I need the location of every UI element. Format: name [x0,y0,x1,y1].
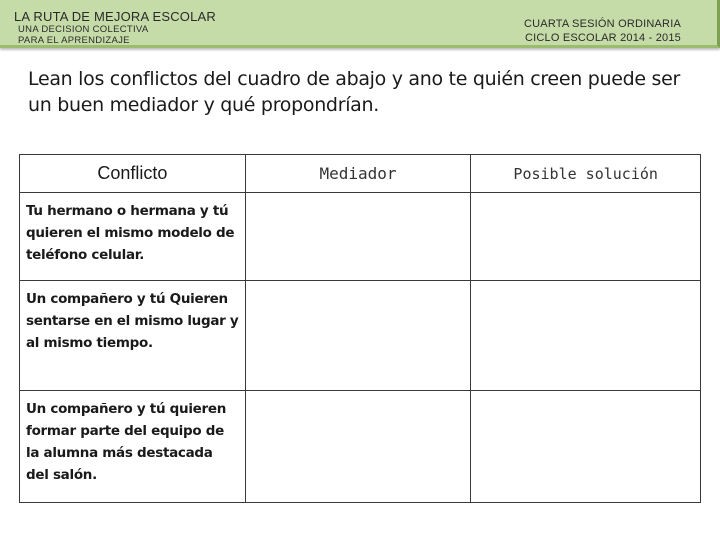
header-subtitle-line2: PARA EL APRENDIZAJE [18,35,130,46]
mediator-cell[interactable] [245,193,471,281]
solution-cell[interactable] [471,391,701,503]
header-cycle: CICLO ESCOLAR 2014 - 2015 [524,32,681,44]
header-mediator: Mediador [245,155,471,193]
mediator-cell[interactable] [245,391,471,503]
solution-cell[interactable] [471,193,701,281]
table-header-row [20,155,701,193]
table-row [20,193,701,281]
instructions-text: Lean los conflictos del cuadro de abajo y ano te quién creen puede ser un buen mediador y qué propondrían. [28,68,680,116]
header-conflict: Conflicto [20,155,246,193]
conflict-cell: Un compañero y tú quieren formar parte del equipo de la alumna más destacada del salón. [20,391,246,503]
table-row [20,281,701,391]
table-row [20,391,701,503]
mediator-cell[interactable] [245,281,471,391]
conflict-table [19,154,701,503]
conflict-cell: Un compañero y tú Quieren sentarse en el mismo lugar y al mismo tiempo. [20,281,246,391]
header-session: CUARTA SESIÓN ORDINARIA [524,18,681,30]
header-title: LA RUTA DE MEJORA ESCOLAR [14,9,216,24]
header-subtitle-line1: UNA DECISION COLECTIVA [18,24,149,35]
conflict-cell: Tu hermano o hermana y tú quieren el mismo modelo de teléfono celular. [20,193,246,281]
header-solution: Posible solución [471,155,701,193]
slide-header [0,0,720,48]
solution-cell[interactable] [471,281,701,391]
